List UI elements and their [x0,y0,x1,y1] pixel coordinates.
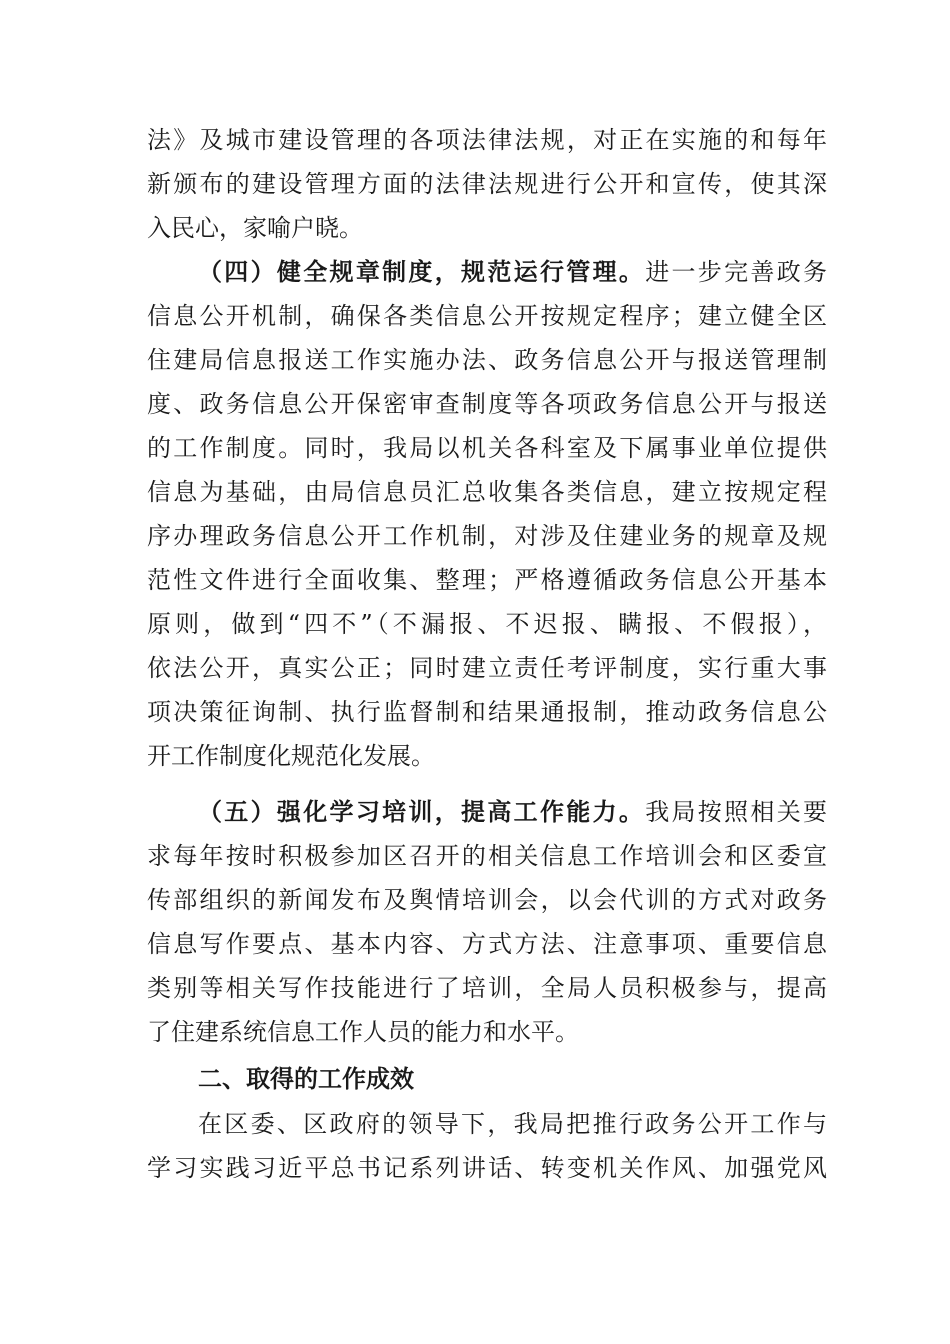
paragraph-first-line [198,792,827,832]
text-line: 了住建系统信息工作人员的能力和水平。 [147,1018,579,1046]
text-line: 开工作制度化规范化发展。 [147,742,435,770]
text-line: 入民心，家喻户晓。 [147,214,363,242]
paragraph-first-line [198,252,827,292]
text-line: 度、政务信息公开保密审查制度等各项政务信息公开与报送 [147,390,827,418]
text-line: 序办理政务信息公开工作机制，对涉及住建业务的规章及规 [147,522,827,550]
section-title-five: （五）强化学习培训，提高工作能力。 [198,798,646,826]
text-line: 求每年按时积极参加区召开的相关信息工作培训会和区委宣 [147,842,827,870]
text-line: 住建局信息报送工作实施办法、政务信息公开与报送管理制 [147,346,827,374]
text-run: 进一步完善政务 [645,258,828,286]
section-title-four: （四）健全规章制度，规范运行管理。 [198,258,646,286]
section-heading: 二、取得的工作成效 [198,1065,414,1093]
text-line: 学习实践习近平总书记系列讲话、转变机关作风、加强党风 [147,1154,827,1182]
text-line: 项决策征询制、执行监督制和结果通报制，推动政务信息公 [147,698,827,726]
text-line: 信息写作要点、基本内容、方式方法、注意事项、重要信息 [147,930,827,958]
text-line: 原则，做到“四不”（不漏报、不迟报、瞒报、不假报）， [147,610,827,638]
text-line: 传部组织的新闻发布及舆情培训会，以会代训的方式对政务 [147,886,827,914]
text-line: 在区委、区政府的领导下，我局把推行政务公开工作与 [198,1110,827,1138]
text-line: 依法公开，真实公正；同时建立责任考评制度，实行重大事 [147,654,827,682]
text-line: 的工作制度。同时，我局以机关各科室及下属事业单位提供 [147,434,827,462]
text-line: 范性文件进行全面收集、整理；严格遵循政务信息公开基本 [147,566,827,594]
text-line: 信息公开机制，确保各类信息公开按规定程序；建立健全区 [147,302,827,330]
text-line: 法》及城市建设管理的各项法律法规，对正在实施的和每年 [147,126,827,154]
text-line: 新颁布的建设管理方面的法律法规进行公开和宣传，使其深 [147,170,827,198]
text-line: 信息为基础，由局信息员汇总收集各类信息，建立按规定程 [147,478,827,506]
text-run: 我局按照相关要 [645,798,828,826]
text-line: 类别等相关写作技能进行了培训，全局人员积极参与，提高 [147,974,827,1002]
